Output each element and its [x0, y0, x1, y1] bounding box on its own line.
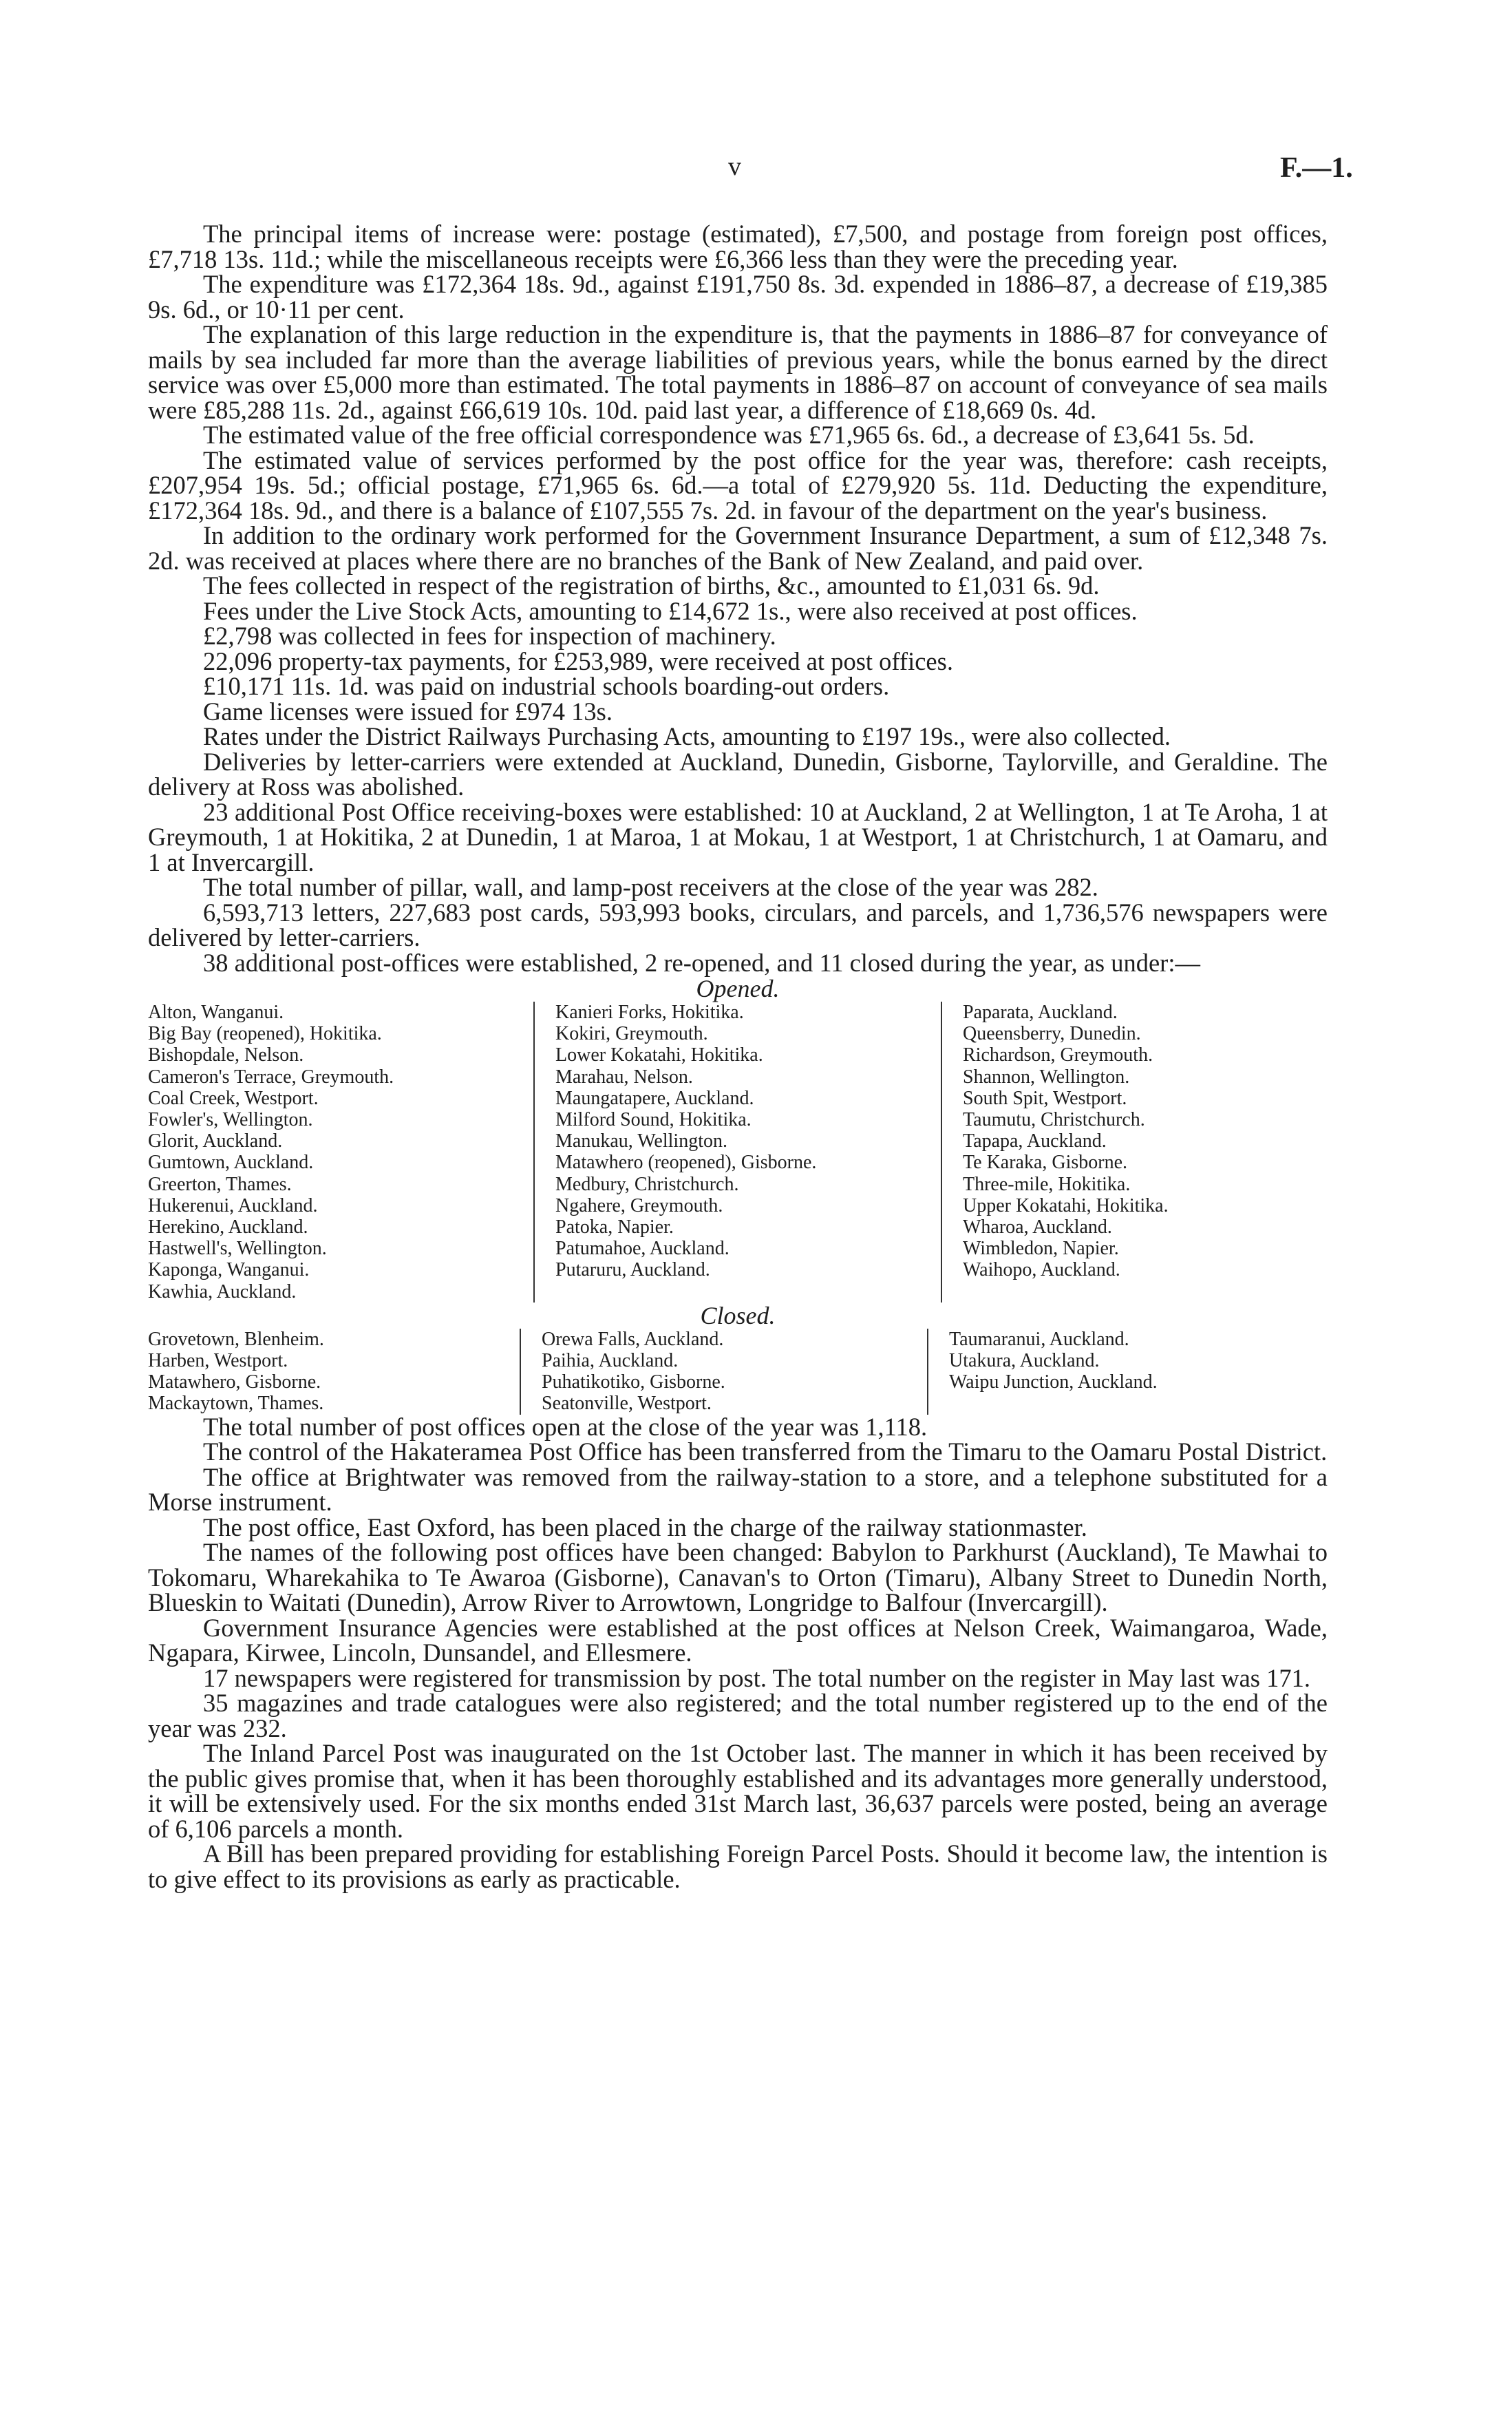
- paragraph: 38 additional post-offices were established, 2 re-opened, and 11 closed during the year, as under:—: [203, 948, 1200, 977]
- post-office-entry: Puhatikotiko, Gisborne.: [542, 1371, 725, 1393]
- post-office-entry: Mackaytown, Thames.: [148, 1393, 324, 1415]
- paragraph: The explanation of this large reduction in the expenditure is, that the payments in 1886–87 for conveyance of mails by sea included far more than the average liabilities of previous years, while the bonus earned by the direct service was over £5,000 more than estimated. The total payments in 1886–87 on account of conveyance of sea mails were £85,288 11s. 2d., against £66,619 10s. 10d. paid last year, a difference of £18,669 0s. 4d.: [148, 320, 1328, 424]
- post-office-entry: Medbury, Christchurch.: [555, 1173, 739, 1195]
- post-office-entry: Matawhero (reopened), Gisborne.: [555, 1152, 817, 1174]
- post-office-entry: Glorit, Auckland.: [148, 1130, 283, 1152]
- post-office-entry: Gumtown, Auckland.: [148, 1152, 314, 1174]
- opened-column-3: [942, 1002, 1321, 1303]
- paragraph: The expenditure was £172,364 18s. 9d., against £191,750 8s. 3d. expended in 1886–87, a decrease of £19,385 9s. 6d., or 10·11 per cent.: [148, 270, 1328, 324]
- post-office-entry: Kaponga, Wanganui.: [148, 1259, 310, 1281]
- post-office-entry: Utakura, Auckland.: [949, 1350, 1100, 1372]
- post-office-entry: Bishopdale, Nelson.: [148, 1044, 304, 1066]
- paragraph: The Inland Parcel Post was inaugurated on the 1st October last. The manner in which it has been received by the public gives promise that, when it has been thoroughly established and its advantages more generally understood, it will be extensively used. For the six months ended 31st March last, 36,637 parcels were posted, being an average of 6,106 parcels a month.: [148, 1739, 1328, 1843]
- paragraph: The estimated value of the free official correspondence was £71,965 6s. 6d., a decrease of £3,641 5s. 5d.: [203, 421, 1255, 449]
- paragraph: The estimated value of services performed by the post office for the year was, therefore: cash receipts, £207,954 19s. 5d.; official postage, £71,965 6s. 6d.—a total of £279,920 5s. 11d. Deducting the expenditure, £172,364 18s. 9d., and there is a balance of £107,555 7s. 2d. in favour of the department on the year's business.: [148, 445, 1328, 525]
- post-office-entry: Taumutu, Christchurch.: [963, 1109, 1145, 1131]
- paragraph: The office at Brightwater was removed from the railway-station to a store, and a telephone substituted for a Morse instrument.: [148, 1462, 1328, 1517]
- report-body: [148, 222, 1328, 1892]
- post-office-entry: Tapapa, Auckland.: [963, 1130, 1107, 1152]
- paragraph: The total number of post offices open at the close of the year was 1,118.: [203, 1412, 928, 1441]
- post-office-entry: Matawhero, Gisborne.: [148, 1371, 321, 1393]
- post-office-entry: Richardson, Greymouth.: [963, 1044, 1153, 1066]
- post-office-entry: Milford Sound, Hokitika.: [555, 1109, 752, 1131]
- paragraph: The fees collected in respect of the registration of births, &c., amounted to £1,031 6s. 9d.: [203, 571, 1100, 600]
- post-office-entry: Paparata, Auckland.: [963, 1002, 1118, 1023]
- opened-heading: Opened.: [696, 975, 780, 1002]
- closed-column-2: [521, 1329, 928, 1415]
- paragraph: Game licenses were issued for £974 13s.: [203, 697, 613, 726]
- post-office-entry: Herekino, Auckland.: [148, 1216, 308, 1238]
- post-office-entry: Kanieri Forks, Hokitika.: [555, 1002, 744, 1023]
- post-office-entry: Kawhia, Auckland.: [148, 1280, 297, 1303]
- post-office-entry: Patumahoe, Auckland.: [555, 1238, 730, 1260]
- opened-offices-table: [148, 1002, 1328, 1303]
- post-office-entry: Seatonville, Westport.: [542, 1393, 712, 1415]
- document-reference: F.—1.: [1280, 152, 1353, 184]
- post-office-entry: Marahau, Nelson.: [555, 1066, 693, 1088]
- paragraphs-after-list: [148, 1412, 1328, 1893]
- closed-column-3: [928, 1329, 1307, 1415]
- post-office-entry: Taumaranui, Auckland.: [949, 1328, 1129, 1350]
- post-office-entry: Paihia, Auckland.: [542, 1350, 679, 1372]
- opened-column-1: [148, 1002, 535, 1303]
- post-office-entry: South Spit, Westport.: [963, 1087, 1127, 1109]
- post-office-entry: Waihopo, Auckland.: [963, 1259, 1120, 1281]
- paragraph: Deliveries by letter-carriers were extended at Auckland, Dunedin, Gisborne, Taylorville, and Geraldine. The delivery at Ross was abolished.: [148, 747, 1328, 801]
- opened-column-2: [535, 1002, 942, 1303]
- post-office-entry: Greerton, Thames.: [148, 1173, 292, 1195]
- closed-column-1: [148, 1329, 521, 1415]
- paragraph: A Bill has been prepared providing for establishing Foreign Parcel Posts. Should it become law, the intention is to give effect to its provisions as early as practicable.: [148, 1839, 1328, 1893]
- paragraph: The names of the following post offices have been changed: Babylon to Parkhurst (Auckland), Te Mawhai to Tokomaru, Wharekahika to Te Awaroa (Gisborne), Canavan's to Orton (Timaru), Albany Street to Dunedin North, Blueskin to Waitati (Dunedin), Arrow River to Arrowtown, Longridge to Balfour (Invercargill).: [148, 1538, 1328, 1617]
- paragraphs-before-list: [148, 222, 1328, 976]
- paragraph: Fees under the Live Stock Acts, amounting to £14,672 1s., were also received at post offices.: [203, 596, 1138, 625]
- paragraph: £10,171 11s. 1d. was paid on industrial schools boarding-out orders.: [203, 672, 890, 700]
- closed-offices-table: [148, 1329, 1328, 1415]
- paragraph: In addition to the ordinary work performed for the Government Insurance Department, a sum of £12,348 7s. 2d. was received at places where there are no branches of the Bank of New Zealand, and paid over.: [148, 521, 1328, 575]
- post-office-entry: Lower Kokatahi, Hokitika.: [555, 1044, 763, 1066]
- post-office-entry: Shannon, Wellington.: [963, 1066, 1130, 1088]
- post-office-entry: Wimbledon, Napier.: [963, 1238, 1119, 1260]
- post-office-entry: Big Bay (reopened), Hokitika.: [148, 1023, 382, 1045]
- paragraph: 6,593,713 letters, 227,683 post cards, 593,993 books, circulars, and parcels, and 1,736,576 newspapers were delivered by letter-carriers.: [148, 898, 1328, 951]
- post-office-entry: Harben, Westport.: [148, 1350, 288, 1372]
- post-office-entry: Maungatapere, Auckland.: [555, 1087, 754, 1109]
- closed-heading: Closed.: [700, 1301, 776, 1329]
- post-office-entry: Waipu Junction, Auckland.: [949, 1371, 1158, 1393]
- post-office-entry: Cameron's Terrace, Greymouth.: [148, 1066, 394, 1088]
- post-office-entry: Wharoa, Auckland.: [963, 1216, 1112, 1238]
- post-office-entry: Putaruru, Auckland.: [555, 1259, 710, 1281]
- paragraph: 17 newspapers were registered for transmission by post. The total number on the register in May last was 171.: [203, 1663, 1311, 1692]
- paragraph: The control of the Hakateramea Post Office has been transferred from the Timaru to the Oamaru Postal District.: [203, 1437, 1328, 1466]
- post-office-entry: Manukau, Wellington.: [555, 1130, 727, 1152]
- post-office-entry: Coal Creek, Westport.: [148, 1087, 319, 1109]
- paragraph: The principal items of increase were: postage (estimated), £7,500, and postage from foreign post offices, £7,718 13s. 11d.; while the miscellaneous receipts were £6,366 less than they were the preceding year.: [148, 220, 1328, 273]
- post-office-entry: Grovetown, Blenheim.: [148, 1328, 324, 1350]
- page-number: v: [728, 152, 741, 181]
- post-office-entry: Ngahere, Greymouth.: [555, 1194, 723, 1216]
- page-header: [0, 151, 1512, 193]
- post-office-entry: Hastwell's, Wellington.: [148, 1238, 327, 1260]
- post-office-entry: Orewa Falls, Auckland.: [542, 1328, 724, 1350]
- post-office-entry: Queensberry, Dunedin.: [963, 1023, 1141, 1045]
- paragraph: The total number of pillar, wall, and lamp-post receivers at the close of the year was 282.: [203, 873, 1098, 901]
- post-office-entry: Patoka, Napier.: [555, 1216, 674, 1238]
- paragraph: Rates under the District Railways Purchasing Acts, amounting to £197 19s., were also collected.: [203, 722, 1171, 750]
- paragraph: 35 magazines and trade catalogues were also registered; and the total number registered up to the end of the year was 232.: [148, 1689, 1328, 1742]
- post-office-entry: Kokiri, Greymouth.: [555, 1023, 708, 1045]
- paragraph: Government Insurance Agencies were established at the post offices at Nelson Creek, Waimangaroa, Wade, Ngapara, Kirwee, Lincoln, Dunsandel, and Ellesmere.: [148, 1613, 1328, 1667]
- paragraph: The post office, East Oxford, has been placed in the charge of the railway stationmaster.: [203, 1512, 1087, 1541]
- post-office-entry: Three-mile, Hokitika.: [963, 1173, 1131, 1195]
- paragraph: 23 additional Post Office receiving-boxes were established: 10 at Auckland, 2 at Wellington, 1 at Te Aroha, 1 at Greymouth, 1 at Hokitika, 2 at Dunedin, 1 at Maroa, 1 at Mokau, 1 at Westport, 1 at Christchurch, 1 at Oamaru, and 1 at Invercargill.: [148, 797, 1328, 876]
- post-office-entry: Hukerenui, Auckland.: [148, 1194, 318, 1216]
- paragraph: 22,096 property-tax payments, for £253,989, were received at post offices.: [203, 646, 953, 675]
- post-office-entry: Te Karaka, Gisborne.: [963, 1152, 1128, 1174]
- post-office-entry: Alton, Wanganui.: [148, 1002, 284, 1023]
- paragraph: £2,798 was collected in fees for inspection of machinery.: [203, 622, 776, 650]
- post-office-entry: Upper Kokatahi, Hokitika.: [963, 1194, 1169, 1216]
- post-office-entry: Fowler's, Wellington.: [148, 1109, 313, 1131]
